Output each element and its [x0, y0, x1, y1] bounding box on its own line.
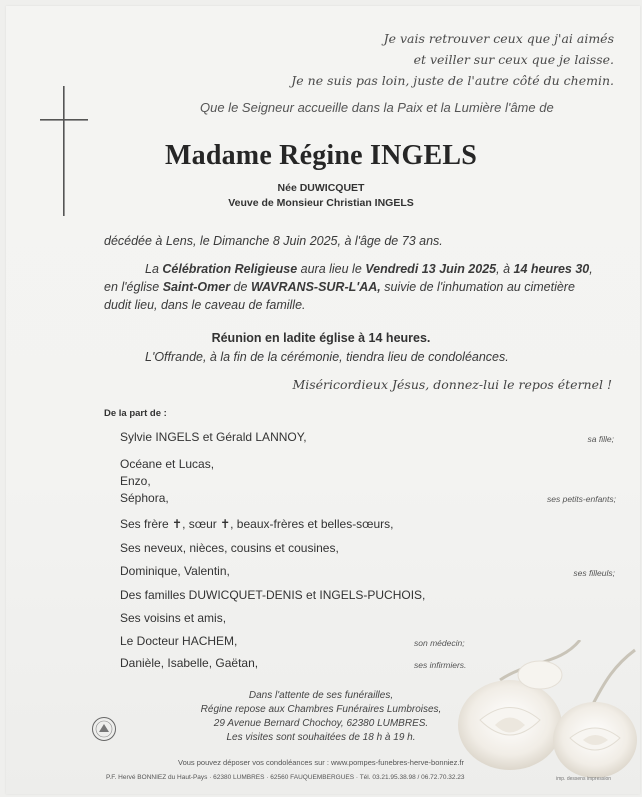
family-line: Séphora,: [120, 491, 169, 505]
offrande-text: L'Offrande, à la fin de la cérémonie, tiendra lieu de condoléances.: [145, 350, 509, 364]
family-line: Le Docteur HACHEM,: [120, 634, 238, 648]
family-line: Océane et Lucas,: [120, 457, 215, 471]
condoleances-website: Vous pouvez déposer vos condoléances sur : www.pompes-funebres-herve-bonniez.fr: [178, 758, 464, 767]
church-town: WAVRANS-SUR-L'AA,: [250, 280, 381, 294]
funeral-home-line: Dans l'attente de ses funérailles,: [248, 690, 394, 701]
maiden-name: Née DUWICQUET: [277, 182, 365, 194]
ceremony-text: ,: [589, 262, 593, 276]
church-name: Saint-Omer: [162, 280, 231, 294]
death-notice: décédée à Lens, le Dimanche 8 Juin 2025, à l'âge de 73 ans.: [104, 234, 443, 248]
deceased-name: Madame Régine INGELS: [165, 140, 477, 171]
ceremony-text: , à: [496, 262, 514, 276]
family-line: Enzo,: [120, 474, 151, 488]
family-relation: ses infirmiers.: [414, 660, 467, 670]
ceremony-line-2: [104, 280, 575, 294]
funeral-home-line: Les visites sont souhaitées de 18 h à 19 h.: [226, 732, 416, 743]
white-roses-image: [440, 640, 640, 790]
family-line: Des familles DUWICQUET-DENIS et INGELS-PUCHOIS,: [120, 588, 426, 602]
printer-credit: imp. dessens impression: [556, 776, 612, 782]
prayer-text: Miséricordieux Jésus, donnez-lui le repos éternel !: [292, 377, 612, 392]
poem-line-3: Je ne suis pas loin, juste de l'autre côté du chemin.: [291, 73, 614, 88]
family-relation: son médecin;: [414, 638, 465, 648]
family-line: Ses neveux, nièces, cousins et cousines,: [120, 541, 339, 555]
ceremony-line-1: [145, 262, 593, 276]
poem-line-2: et veiller sur ceux que je laisse.: [413, 52, 614, 67]
de-la-part-heading: De la part de :: [104, 408, 167, 419]
poem: [291, 28, 614, 91]
funeral-home-contact: P.F. Hervé BONNIEZ du Haut-Pays · 62380 LUMBRES · 62560 FAUQUEMBERGUES · Tél. 03.21.95.38.98 / 06.72.70.32.23: [106, 774, 465, 781]
family-relation: ses filleuls;: [573, 568, 615, 578]
intro-text: Que le Seigneur accueille dans la Paix et la Lumière l'âme de: [200, 100, 554, 115]
ceremony-text: de: [230, 280, 251, 294]
ceremony-text: suivie de l'inhumation au cimetière: [380, 280, 575, 294]
family-line: Dominique, Valentin,: [120, 564, 230, 578]
ceremony-type: Célébration Religieuse: [162, 262, 298, 276]
family-relation: sa fille;: [587, 434, 614, 444]
widow-of: Veuve de Monsieur Christian INGELS: [228, 197, 414, 209]
ceremony-date: Vendredi 13 Juin 2025: [365, 262, 497, 276]
ceremony-text: La: [145, 262, 163, 276]
family-relation: ses petits-enfants;: [547, 494, 616, 504]
ceremony-line-3: dudit lieu, dans le caveau de famille.: [104, 298, 306, 312]
family-line: Ses frère ✝, sœur ✝, beaux-frères et belles-sœurs,: [120, 517, 394, 531]
reunion-text: Réunion en ladite église à 14 heures.: [211, 331, 431, 345]
funeral-home-line: Régine repose aux Chambres Funéraires Lumbroises,: [200, 704, 442, 715]
family-line: Sylvie INGELS et Gérald LANNOY,: [120, 430, 307, 444]
ceremony-text: aura lieu le: [297, 262, 366, 276]
funeral-home-line: 29 Avenue Bernard Chochoy, 62380 LUMBRES.: [213, 718, 429, 729]
ceremony-text: en l'église: [104, 280, 163, 294]
ceremony-time: 14 heures 30: [513, 262, 590, 276]
family-line: Danièle, Isabelle, Gaëtan,: [120, 656, 259, 670]
poem-line-1: Je vais retrouver ceux que j'ai aimés: [383, 31, 614, 46]
family-line: Ses voisins et amis,: [120, 611, 227, 625]
